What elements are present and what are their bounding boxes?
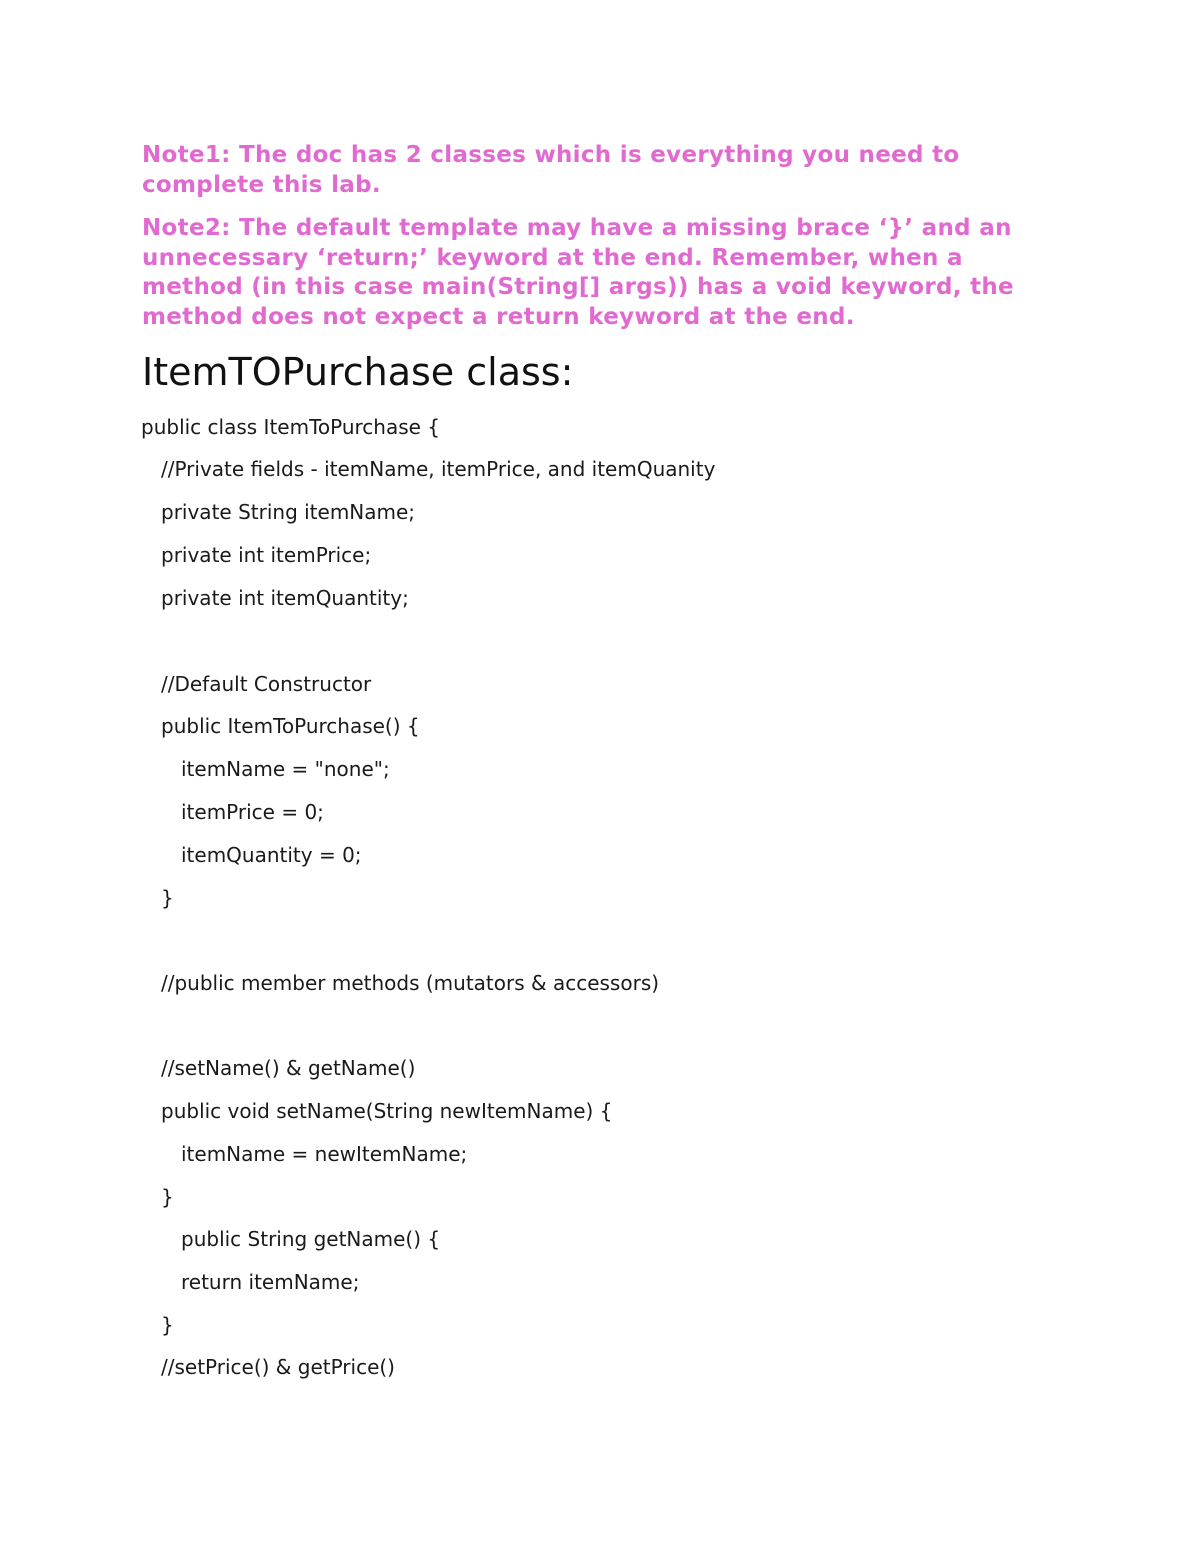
code-line: private String itemName; (161, 500, 416, 524)
code-line: itemName = "none"; (181, 757, 390, 781)
code-line: //Private fields - itemName, itemPrice, and itemQuanity (161, 457, 716, 481)
code-line: } (161, 1313, 174, 1337)
code-line: } (161, 886, 174, 910)
note-2: Note2: The default template may have a missing brace ‘}’ and an unnecessary ‘return;’ keyword at the end. Remember, when a method (in this case main(String[] args)) has a void keyword, the method does not expect a return keyword at the end. (142, 215, 1014, 330)
code-line: public class ItemToPurchase { (141, 415, 441, 439)
code-line: //public member methods (mutators & accessors) (161, 971, 660, 995)
code-line: } (161, 1185, 174, 1209)
code-line: //setName() & getName() (161, 1056, 416, 1080)
code-line: itemQuantity = 0; (181, 843, 362, 867)
code-line: //setPrice() & getPrice() (161, 1355, 395, 1379)
code-line: private int itemQuantity; (161, 586, 409, 610)
code-line: private int itemPrice; (161, 543, 372, 567)
section-heading: ItemTOPurchase class: (142, 350, 574, 394)
code-line: //Default Constructor (161, 672, 372, 696)
code-line: public void setName(String newItemName) { (161, 1099, 613, 1123)
code-line: public ItemToPurchase() { (161, 714, 420, 738)
code-line: public String getName() { (181, 1227, 441, 1251)
code-line: return itemName; (181, 1270, 360, 1294)
code-line: itemPrice = 0; (181, 800, 324, 824)
note-1: Note1: The doc has 2 classes which is everything you need to complete this lab. (142, 142, 960, 198)
code-line: itemName = newItemName; (181, 1142, 468, 1166)
